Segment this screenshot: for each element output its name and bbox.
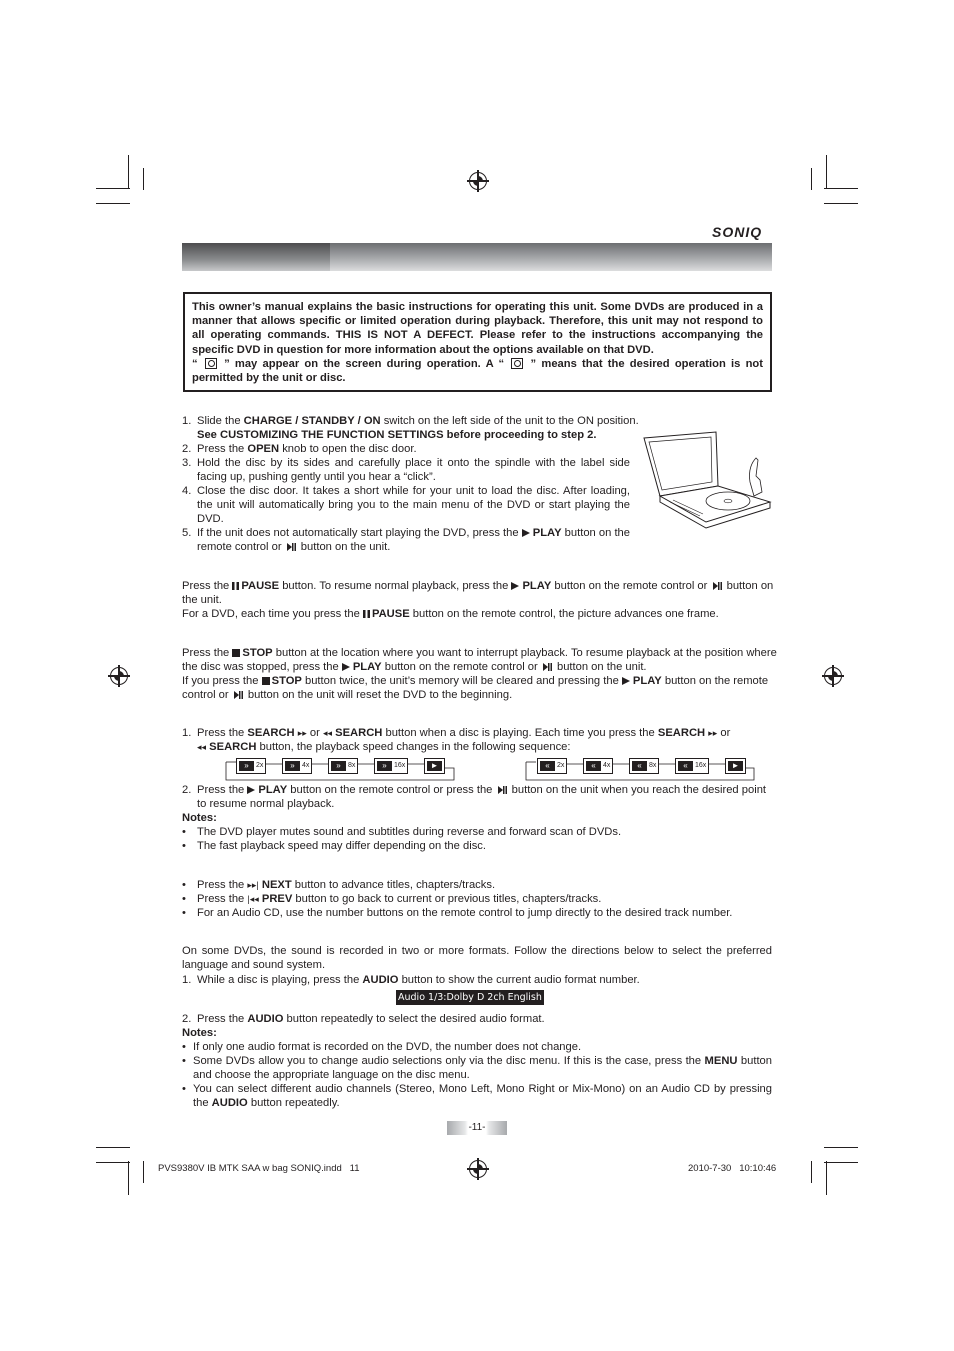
search-step-2-cont: to resume normal playback. <box>197 798 335 810</box>
crop-mark <box>811 1161 812 1183</box>
prev-icon: |◂◂ <box>247 894 259 904</box>
speed-rew-4x: « 4x <box>583 758 613 774</box>
step-1-note: See CUSTOMIZING THE FUNCTION SETTINGS before proceeding to step 2. <box>197 429 597 441</box>
crop-mark <box>826 155 827 189</box>
crop-mark <box>811 168 812 190</box>
brand-logo: SONIQ <box>712 224 763 240</box>
speed-ff-16x: » 16x <box>374 758 408 774</box>
speed-play-rev: ► <box>725 758 746 774</box>
stop-icon <box>262 677 270 685</box>
stop-line-3: If you press the STOP button twice, the unit’s memory will be cleared and pressing the PLAY button on the remote <box>182 675 769 687</box>
pause-line-1: Press the PAUSE button. To resume normal playback, press the PLAY button on the remote control or button on <box>182 580 774 592</box>
crop-mark <box>96 188 130 189</box>
speed-ff-2x: » 2x <box>236 758 266 774</box>
prohibited-icon <box>511 358 523 369</box>
speed-ff-4x: » 4x <box>282 758 312 774</box>
crop-mark <box>143 1161 144 1183</box>
dvd-player-illustration <box>640 430 772 530</box>
step-4: Close the disc door. It takes a short while for your unit to load the disc. After loading, the unit will automatically bring you to the main menu of the DVD or start playing the DVD. <box>197 485 630 525</box>
search-note-1: The DVD player mutes sound and subtitles during reverse and forward scan of DVDs. <box>197 826 622 838</box>
rewind-icon: ◂◂ <box>322 728 332 738</box>
audio-step-1: While a disc is playing, press the AUDIO button to show the current audio format number. <box>197 974 640 986</box>
stop-line-1: Press the STOP button at the location where you want to interrupt playback. To resume playback at the position where <box>182 647 777 659</box>
audio-osd: Audio 1/3:Dolby D 2ch English <box>398 992 542 1003</box>
step-2: Press the OPEN knob to open the disc door. <box>197 443 417 455</box>
footer-filename: PVS9380V IB MTK SAA w bag SONIQ.indd 11 <box>158 1163 360 1174</box>
skip-next: Press the ▸▸| NEXT button to advance titles, chapters/tracks. <box>197 879 496 891</box>
registration-mark-icon <box>824 667 842 685</box>
search-step-1: Press the SEARCH ▸▸ or ◂◂ SEARCH button when a disc is playing. Each time you press the SEARCH ▸▸ or <box>197 727 731 739</box>
crop-mark <box>824 203 858 204</box>
crop-mark <box>96 1147 130 1148</box>
search-note-2: The fast playback speed may differ depending on the disc. <box>197 840 486 852</box>
audio-step-2: Press the AUDIO button repeatedly to select the desired audio format. <box>197 1013 545 1025</box>
stop-line-2: the disc was stopped, press the PLAY button on the remote control or button on the unit. <box>182 661 647 673</box>
rewind-icon: ◂◂ <box>197 742 207 752</box>
audio-intro: On some DVDs, the sound is recorded in two or more formats. Follow the directions below to select the preferred language and sound system. <box>182 945 772 971</box>
registration-mark-icon <box>469 172 487 190</box>
play-icon <box>511 582 519 590</box>
step-5: If the unit does not automatically start playing the DVD, press the PLAY button on the remote control or button on the unit. <box>197 527 631 553</box>
search-step-1-cont: ◂◂ SEARCH button, the playback speed changes in the following sequence: <box>197 741 571 753</box>
crop-mark <box>824 1147 858 1148</box>
crop-mark <box>824 188 858 189</box>
play-pause-icon <box>543 660 552 674</box>
step-1: Slide the CHARGE / STANDBY / ON switch on the left side of the unit to the ON position. <box>197 415 639 427</box>
crop-mark <box>143 168 144 190</box>
footer-timestamp: 2010-7-30 10:10:46 <box>688 1163 777 1174</box>
crop-mark <box>824 1162 858 1163</box>
skip-audio-cd: For an Audio CD, use the number buttons on the remote control to jump directly to the desired track number. <box>197 907 733 919</box>
pause-icon <box>363 610 370 618</box>
intro-text: This owner’s manual explains the basic instructions for operating this unit. Some DVDs are produced in a manner that allows specific or limited operation during playback. Therefore, this unit may not respond to all operating commands. THIS IS NOT A DEFECT. Please refer to the instructions accompanying the specific DVD in question for more information about the options available on that DVD. <box>192 301 763 356</box>
play-icon <box>522 529 530 537</box>
speed-ff-8x: » 8x <box>328 758 358 774</box>
registration-mark-icon <box>110 667 128 685</box>
page-number: -11- <box>468 1122 486 1133</box>
prohibited-icon <box>205 358 217 369</box>
crop-mark <box>96 203 130 204</box>
play-pause-icon <box>234 688 243 702</box>
crop-mark <box>128 155 129 189</box>
fast-forward-icon: ▸▸ <box>708 728 718 738</box>
step-3: Hold the disc by its sides and carefully place it onto the spindle with the label side facing up, pushing gently until you hear a “click”. <box>197 457 630 483</box>
crop-mark <box>96 1162 130 1163</box>
audio-note-2: Some DVDs allow you to change audio selections only via the disc menu. If this is the case, press the MENU button and choose the appropriate language on the disc menu. <box>193 1055 772 1081</box>
intro-notice-box: This owner’s manual explains the basic instructions for operating this unit. Some DVDs are produced in a manner that allows specific or limited operation during playback. Therefore, this unit may not respond to all operating commands. THIS IS NOT A DEFECT. Please refer to the instructions accompanying the specific DVD in question for more information about the options available on that DVD. “ ” may appear on the screen during operation. A “ ” means that the desired operation is not permitted by the unit or disc. <box>183 292 772 392</box>
audio-note-1: If only one audio format is recorded on the DVD, the number does not change. <box>193 1041 582 1053</box>
stop-line-4: control or button on the unit will reset the DVD to the beginning. <box>182 689 513 701</box>
play-pause-icon <box>713 579 722 593</box>
pause-line-2: the unit. <box>182 594 222 606</box>
audio-notes-label: Notes: <box>182 1027 217 1039</box>
audio-note-3: You can select different audio channels (Stereo, Mono Left, Mono Right or Mix-Mono) on an Audio CD by pressing the AUDIO button repeatedly. <box>193 1083 772 1109</box>
crop-mark <box>826 1161 827 1195</box>
speed-play: ► <box>424 758 445 774</box>
next-icon: ▸▸| <box>247 880 259 890</box>
pause-line-3: For a DVD, each time you press the PAUSE button on the remote control, the picture advances one frame. <box>182 608 719 620</box>
play-pause-icon <box>287 540 296 554</box>
speed-rew-8x: « 8x <box>629 758 659 774</box>
play-icon <box>342 663 350 671</box>
crop-mark <box>128 1161 129 1195</box>
search-step-2: Press the PLAY button on the remote control or press the button on the unit when you reach the desired point <box>197 784 767 796</box>
play-icon <box>622 677 630 685</box>
registration-mark-icon <box>469 1160 487 1178</box>
pause-icon <box>232 582 239 590</box>
stop-icon <box>232 649 240 657</box>
header-tab <box>182 243 330 271</box>
fast-forward-icon: ▸▸ <box>297 728 307 738</box>
skip-prev: Press the |◂◂ PREV button to go back to current or previous titles, chapters/tracks. <box>197 893 602 905</box>
speed-rew-16x: « 16x <box>675 758 709 774</box>
play-pause-icon <box>498 783 507 797</box>
speed-rew-2x: « 2x <box>537 758 567 774</box>
play-icon <box>247 786 255 794</box>
search-notes-label: Notes: <box>182 812 217 824</box>
